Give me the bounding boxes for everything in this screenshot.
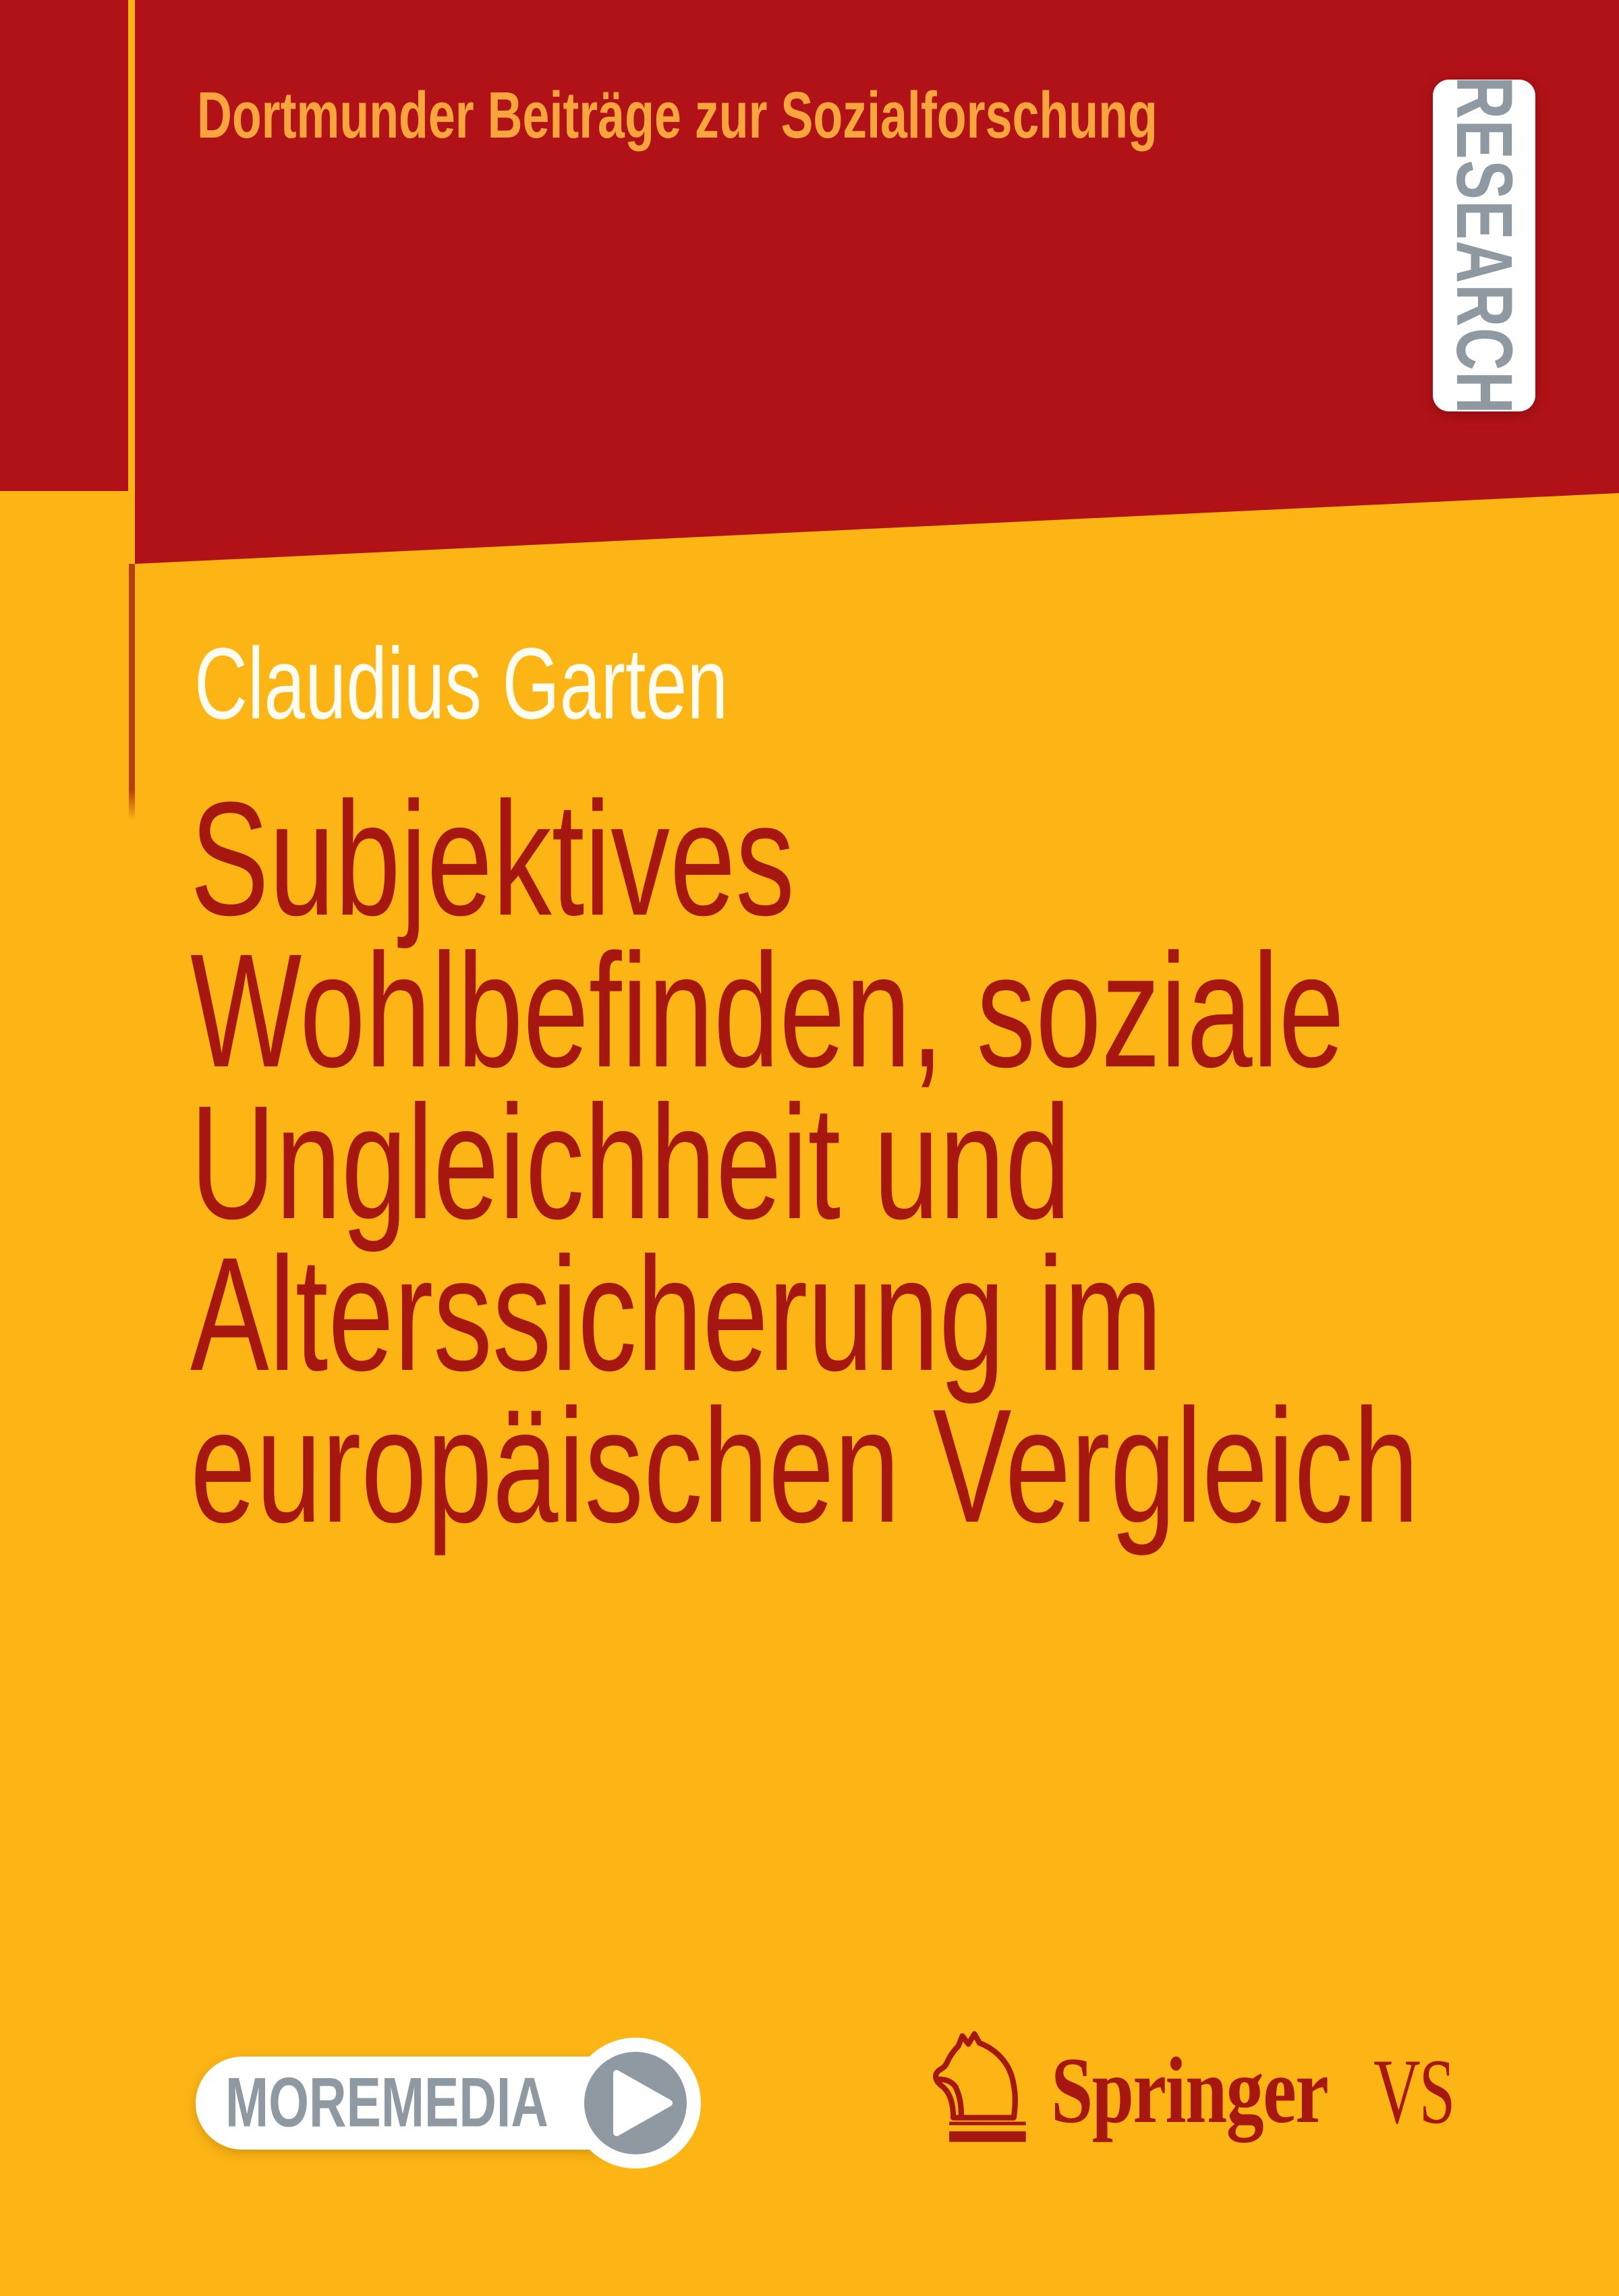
- series-title: Dortmunder Beiträge zur Sozialforschung: [197, 78, 1158, 152]
- author-name: Claudius Garten: [194, 627, 729, 740]
- publisher-imprint: VS: [1373, 2040, 1454, 2143]
- publisher-wordmark: Springer: [1051, 2038, 1328, 2143]
- book-title-line: Alterssicherung im: [190, 1224, 1163, 1404]
- left-red-strip: [0, 0, 128, 491]
- book-title-line: Subjektives: [190, 768, 795, 949]
- book-title: [190, 768, 1419, 1556]
- book-title-line: Wohlbefinden, soziale: [190, 920, 1344, 1101]
- moremedia-badge: [196, 2036, 708, 2171]
- knight-icon: [927, 2029, 1028, 2147]
- play-icon: [568, 2036, 703, 2171]
- book-title-line: europäischen Vergleich: [190, 1375, 1419, 1556]
- research-tab: [1433, 76, 1535, 415]
- vertical-accent-line: [129, 564, 135, 820]
- book-title-line: Ungleichheit und: [190, 1072, 1071, 1253]
- moremedia-label: MOREMEDIA: [225, 2063, 548, 2142]
- research-tab-label: RESEARCH: [1440, 76, 1529, 415]
